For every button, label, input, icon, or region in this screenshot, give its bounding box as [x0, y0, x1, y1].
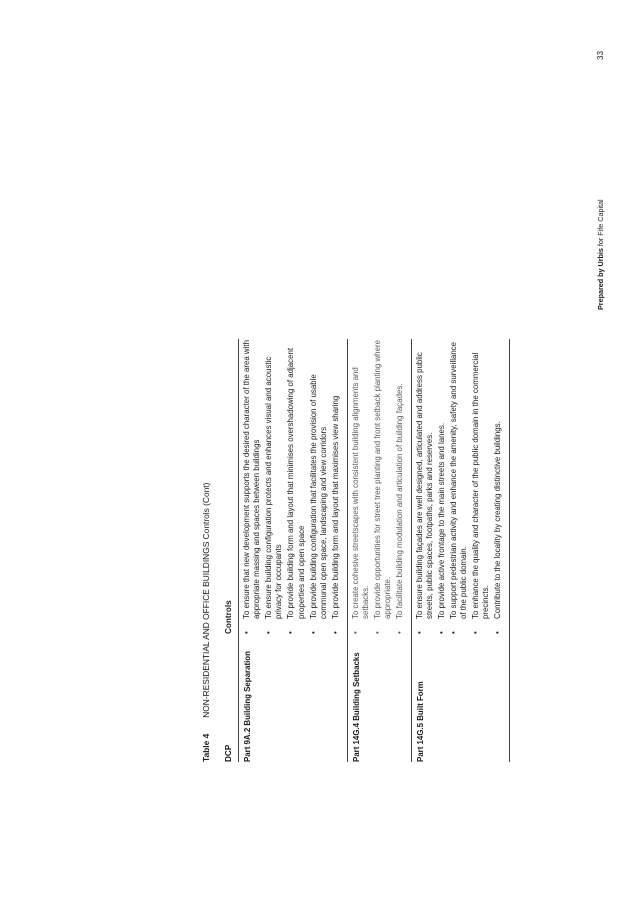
dcp-cell: Part 14G.5 Built Form	[415, 681, 425, 762]
table-title: NON-RESIDENTIAL AND OFFICE BUILDINGS Controls (Cont)	[201, 482, 211, 718]
controls-cell	[415, 339, 505, 634]
list-item: • To provide building form and layout that minimises overshadowing of adjacent properties and open space	[286, 339, 307, 634]
list-item: • To provide building configuration that facilitates the provision of usable communal open space, landscaping and view corridors	[309, 339, 330, 634]
list-item: • To create cohesive streetscapes with consistent building alignments and setbacks.	[351, 339, 372, 634]
list-item: • To ensure building façades are well designed, articulated and address public streets, public spaces, footpaths, parks and reserves.	[415, 339, 436, 634]
table-header-row	[224, 339, 239, 762]
prepared-by: Prepared by Urbis	[596, 248, 605, 310]
controls-cell	[351, 339, 407, 634]
list-item: • To provide building form and layout that maximises view sharing	[331, 339, 341, 634]
list-item: • To ensure building configuration protects and enhances visual and acoustic privacy for occupants	[264, 339, 285, 634]
controls-cell	[242, 339, 343, 634]
header-dcp: DCP	[224, 744, 233, 762]
controls-list	[415, 339, 504, 634]
controls-list	[351, 339, 406, 634]
table-row	[239, 339, 348, 762]
table-row	[412, 339, 510, 762]
list-item: • To provide opportunities for street tree planting and front setback planting where appropriate.	[373, 339, 394, 634]
list-item: • Contribute to the locality by creating distinctive buildings.	[493, 339, 503, 634]
controls-table	[224, 339, 510, 762]
list-item: • To provide active frontage to the main streets and lanes.	[437, 339, 447, 634]
dcp-cell: Part 9A.2 Building Separation	[243, 651, 252, 762]
list-item: • To support pedestrian activity and enhance the amenity, safety and surveillance of the public domain.	[449, 339, 470, 634]
table-caption	[201, 483, 211, 762]
table-number: Table 4	[201, 733, 211, 762]
list-item: • To facilitate building modulation and articulation of building façades.	[395, 339, 405, 634]
header-controls: Controls	[224, 600, 233, 634]
list-item: • To enhance the quality and character of the public domain in the commercial precincts.	[471, 339, 492, 634]
footer-credit	[596, 199, 605, 310]
list-item: • To ensure that new development supports the desired character of the area with appropriate massing and spaces between buildings	[242, 339, 263, 634]
page-number: 33	[596, 51, 605, 60]
table-row	[348, 339, 412, 762]
dcp-cell: Part 14G.4 Building Setbacks	[351, 652, 361, 762]
client-name: for Fife Capital	[596, 199, 605, 247]
controls-list	[242, 339, 341, 634]
